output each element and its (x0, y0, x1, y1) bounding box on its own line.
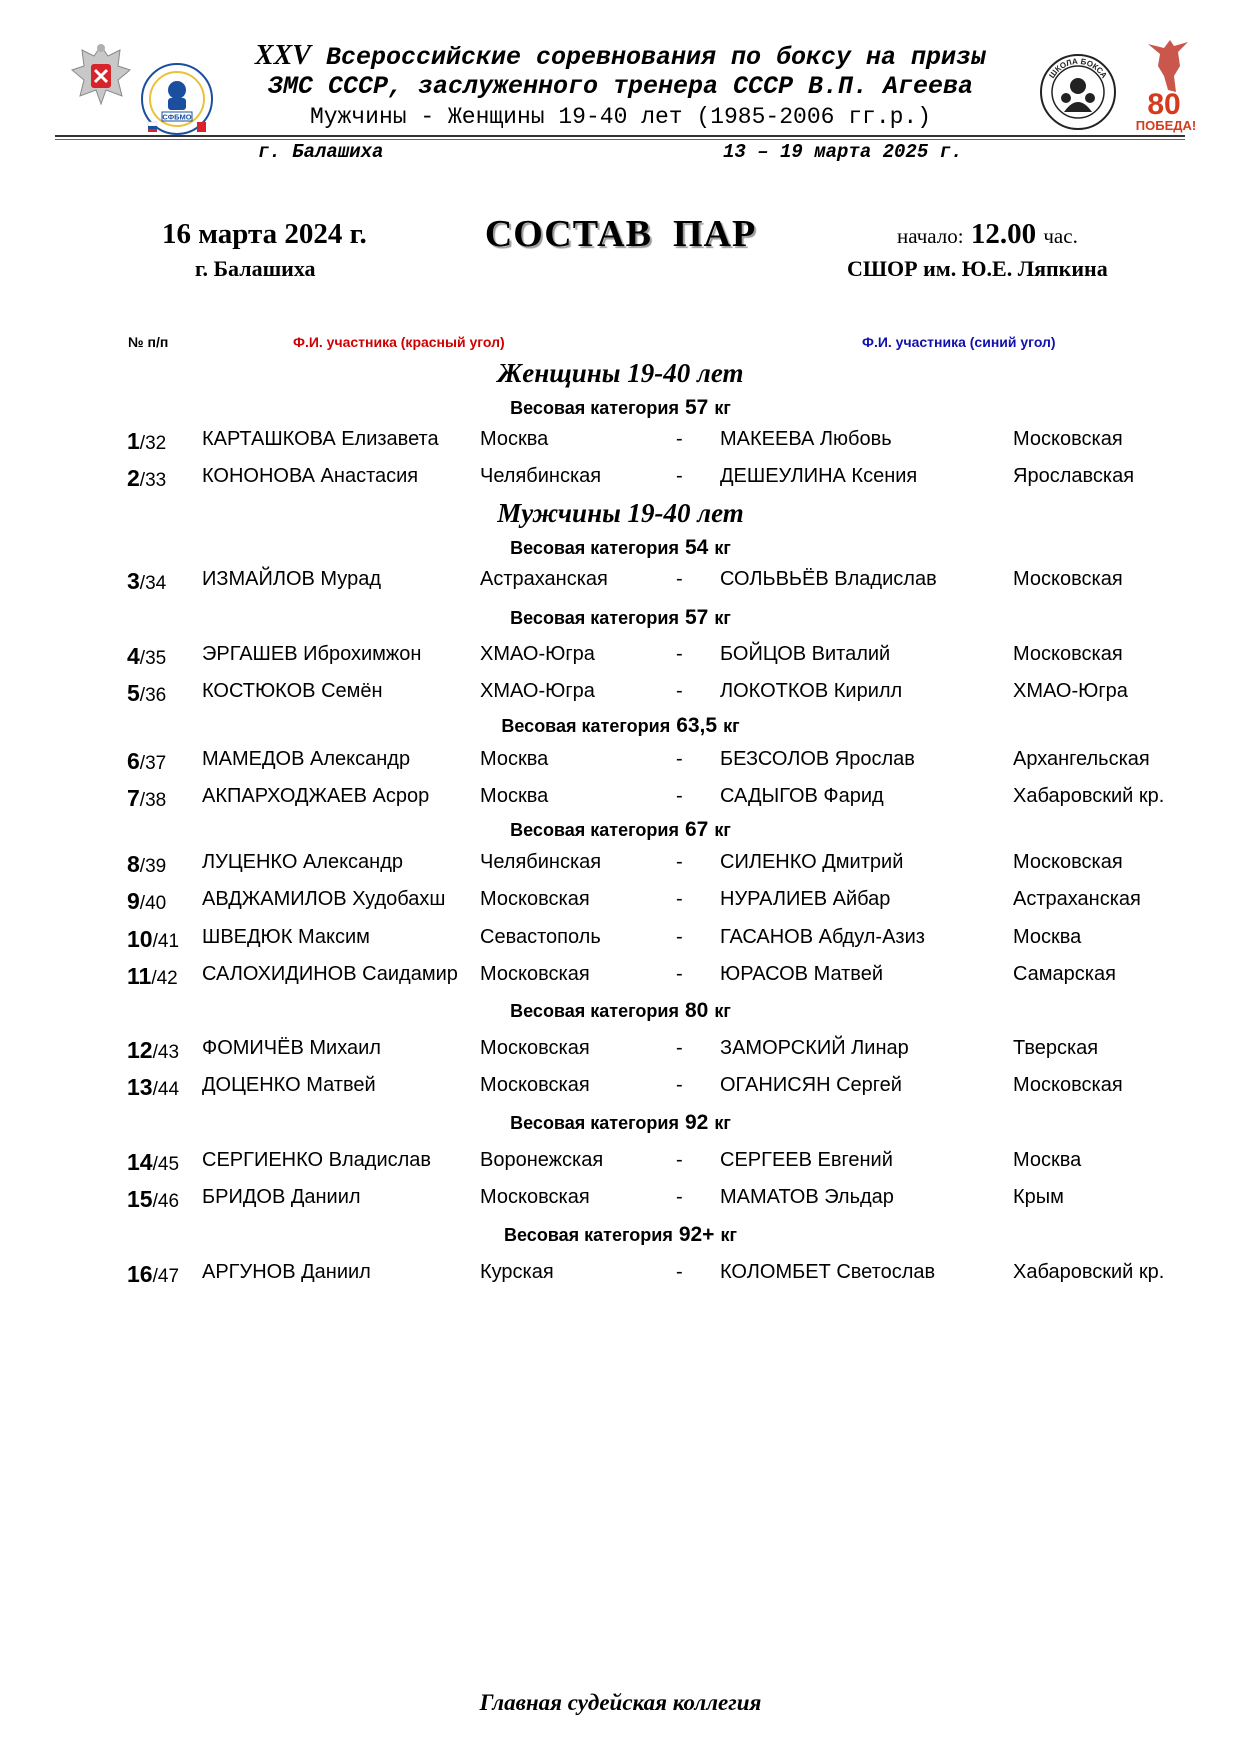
bout-dash: - (676, 1037, 683, 1059)
blue-corner-region: Москва (1013, 926, 1082, 948)
red-corner-name: БРИДОВ Даниил (202, 1186, 361, 1208)
bout-dash: - (676, 680, 683, 702)
header-rule-thin (55, 139, 1185, 140)
weight-category-unit: кг (720, 1225, 737, 1245)
bout-number-sub: /35 (139, 648, 167, 669)
weight-category-unit: кг (714, 820, 731, 840)
weight-category-heading (0, 1111, 1241, 1135)
weight-category-label: Весовая категория (510, 608, 679, 628)
bout-row (0, 888, 1241, 916)
blue-corner-region: Москва (1013, 1149, 1082, 1171)
bout-row (0, 1149, 1241, 1177)
bout-row (0, 1186, 1241, 1214)
red-corner-region: Севастополь (480, 926, 601, 948)
weight-category-value: 92 (684, 1111, 709, 1134)
blue-corner-name: САДЫГОВ Фарид (720, 785, 884, 807)
bout-number: 8/39 (127, 851, 167, 877)
blue-corner-name: НУРАЛИЕВ Айбар (720, 888, 891, 910)
bout-dash: - (676, 785, 683, 807)
red-corner-region: Московская (480, 1074, 590, 1096)
victory-number: 80 (1147, 88, 1181, 121)
blue-corner-region: ХМАО-Югра (1013, 680, 1128, 702)
section-title-men: Мужчины 19-40 лет (497, 498, 744, 528)
weight-category-heading (0, 818, 1241, 842)
weight-category-unit: кг (714, 1113, 731, 1133)
start-time-value: 12.00 (970, 218, 1037, 250)
bout-number: 11/42 (127, 963, 178, 989)
bout-row (0, 1074, 1241, 1102)
bout-number-sub: /45 (152, 1154, 180, 1175)
weight-category-label: Весовая категория (510, 1001, 679, 1021)
bout-dash: - (676, 1186, 683, 1208)
red-corner-region: Московская (480, 888, 590, 910)
red-corner-region: ХМАО-Югра (480, 643, 595, 665)
blue-corner-name: БОЙЦОВ Виталий (720, 643, 891, 665)
blue-corner-name: ОГАНИСЯН Сергей (720, 1074, 902, 1096)
red-corner-name: ШВЕДЮК Максим (202, 926, 370, 948)
bout-number: 2/33 (127, 465, 167, 491)
bout-row (0, 851, 1241, 879)
weight-category-unit: кг (714, 538, 731, 558)
red-corner-region: ХМАО-Югра (480, 680, 595, 702)
red-corner-name: СЕРГИЕНКО Владислав (202, 1149, 432, 1171)
bout-number: 13/44 (127, 1074, 180, 1100)
red-corner-region: Воронежская (480, 1149, 604, 1171)
boxing-school-text: ШКОЛА БОКСА (1047, 56, 1109, 80)
bout-number-sub: /37 (139, 753, 167, 774)
bout-row (0, 926, 1241, 954)
event-roman-numeral: XXV (254, 40, 311, 71)
bout-number: 1/32 (127, 428, 167, 454)
bout-row (0, 680, 1241, 708)
bout-dash: - (676, 1074, 683, 1096)
red-corner-name: ДОЦЕНКО Матвей (202, 1074, 376, 1096)
bout-number-sub: /46 (152, 1191, 180, 1212)
blue-corner-region: Крым (1013, 1186, 1064, 1208)
bout-number: 4/35 (127, 643, 167, 669)
bout-number: 3/34 (127, 568, 167, 594)
weight-category-heading (0, 536, 1241, 560)
bout-dash: - (676, 428, 683, 450)
weight-category-label: Весовая категория (501, 716, 671, 736)
weight-category-heading (0, 714, 1241, 738)
weight-category-value: 67 (684, 818, 709, 841)
event-title-line1 (0, 40, 1241, 72)
bout-row (0, 465, 1241, 493)
weight-category-unit: кг (714, 398, 731, 418)
red-corner-region: Московская (480, 1186, 590, 1208)
event-title-line1-text: Всероссийские соревнования по боксу на призы (310, 43, 987, 72)
bout-number: 9/40 (127, 888, 167, 914)
weight-category-heading (0, 606, 1241, 630)
bout-number: 10/41 (127, 926, 180, 952)
bout-row (0, 785, 1241, 813)
bout-number: 15/46 (127, 1186, 180, 1212)
bout-number: 7/38 (127, 785, 167, 811)
blue-corner-region: Хабаровский кр. (1013, 1261, 1165, 1283)
venue: СШОР им. Ю.Е. Ляпкина (847, 256, 1108, 281)
blue-corner-name: ЛОКОТКОВ Кирилл (720, 680, 903, 702)
bout-dash: - (676, 643, 683, 665)
bout-row (0, 568, 1241, 596)
red-corner-region: Астраханская (480, 568, 608, 590)
red-corner-name: ЛУЦЕНКО Александр (202, 851, 404, 873)
blue-corner-region: Московская (1013, 1074, 1123, 1096)
bout-dash: - (676, 1149, 683, 1171)
red-corner-region: Челябинская (480, 465, 602, 487)
bout-dash: - (676, 568, 683, 590)
bout-number-sub: /43 (152, 1042, 180, 1063)
red-corner-region: Челябинская (480, 851, 602, 873)
weight-category-value: 80 (684, 999, 709, 1022)
event-title-line2: ЗМС СССР, заслуженного тренера СССР В.П. Агеева (267, 72, 974, 101)
weight-category-value: 63,5 (676, 714, 718, 737)
red-corner-name: ИЗМАЙЛОВ Мурад (202, 568, 381, 590)
weight-category-label: Весовая категория (510, 1113, 679, 1133)
red-corner-region: Московская (480, 963, 590, 985)
bout-dash: - (676, 465, 683, 487)
weight-category-label: Весовая категория (510, 820, 679, 840)
bout-row (0, 1037, 1241, 1065)
bout-number-sub: /34 (139, 573, 167, 594)
bout-number: 14/45 (127, 1149, 180, 1175)
red-corner-name: САЛОХИДИНОВ Саидамир (202, 963, 458, 985)
start-unit: час. (1043, 224, 1078, 248)
red-corner-name: АРГУНОВ Даниил (202, 1261, 371, 1283)
blue-corner-region: Архангельская (1013, 748, 1150, 770)
red-corner-name: КОНОНОВА Анастасия (202, 465, 419, 487)
weight-category-unit: кг (723, 716, 740, 736)
bout-number-sub: /42 (151, 968, 178, 989)
bout-dash: - (676, 851, 683, 873)
weight-category-value: 57 (684, 396, 709, 419)
blue-corner-name: МАКЕЕВА Любовь (720, 428, 892, 450)
bout-dash: - (676, 963, 683, 985)
bout-row (0, 1261, 1241, 1289)
blue-corner-name: СОЛЬВЬЁВ Владислав (720, 568, 937, 590)
blue-corner-region: Астраханская (1013, 888, 1141, 910)
red-corner-region: Московская (480, 1037, 590, 1059)
weight-category-label: Весовая категория (504, 1225, 673, 1245)
weight-category-heading (0, 999, 1241, 1023)
blue-corner-region: Московская (1013, 568, 1123, 590)
weight-category-value: 57 (684, 606, 709, 629)
blue-corner-region: Московская (1013, 428, 1123, 450)
blue-corner-name: ЮРАСОВ Матвей (720, 963, 883, 985)
column-header-blue-corner: Ф.И. участника (синий угол) (862, 334, 1056, 350)
blue-corner-region: Хабаровский кр. (1013, 785, 1165, 807)
weight-category-value: 54 (684, 536, 709, 559)
bout-number-sub: /32 (139, 433, 167, 454)
bout-number: 5/36 (127, 680, 167, 706)
weight-category-unit: кг (714, 1001, 731, 1021)
blue-corner-region: Московская (1013, 643, 1123, 665)
bout-number: 16/47 (127, 1261, 180, 1287)
bout-date: 16 марта 2024 г. (162, 218, 367, 250)
weight-category-value: 92+ (678, 1223, 715, 1246)
weight-category-label: Весовая категория (510, 398, 679, 418)
bout-row (0, 748, 1241, 776)
red-corner-name: АКПАРХОДЖАЕВ Асрор (202, 785, 430, 807)
blue-corner-region: Московская (1013, 851, 1123, 873)
red-corner-region: Москва (480, 748, 549, 770)
footer-signature: Главная судейская коллегия (479, 1690, 762, 1715)
bout-number-sub: /44 (152, 1079, 180, 1100)
blue-corner-name: СЕРГЕЕВ Евгений (720, 1149, 893, 1171)
fbmo-logo-text: СФБМО (162, 112, 192, 122)
column-header-red-corner: Ф.И. участника (красный угол) (293, 334, 505, 350)
red-corner-name: ФОМИЧЁВ Михаил (202, 1037, 381, 1059)
bout-row (0, 963, 1241, 991)
red-corner-name: МАМЕДОВ Александр (202, 748, 411, 770)
bout-number: 6/37 (127, 748, 167, 774)
document-title: СОСТАВ ПАР (484, 213, 757, 255)
event-dates: 13 – 19 марта 2025 г. (723, 141, 963, 163)
bout-number-sub: /39 (139, 856, 167, 877)
bout-row (0, 428, 1241, 456)
bout-row (0, 643, 1241, 671)
weight-category-label: Весовая категория (510, 538, 679, 558)
event-city: г. Балашиха (258, 141, 384, 163)
start-label: начало: (897, 224, 964, 248)
blue-corner-region: Ярославская (1013, 465, 1135, 487)
column-header-number: № п/п (128, 334, 169, 350)
bout-number-sub: /41 (152, 931, 180, 952)
bout-dash: - (676, 926, 683, 948)
weight-category-heading (0, 1223, 1241, 1247)
bout-number-sub: /36 (139, 685, 167, 706)
bout-number: 12/43 (127, 1037, 180, 1063)
blue-corner-name: БЕЗСОЛОВ Ярослав (720, 748, 915, 770)
bout-number-sub: /33 (139, 470, 167, 491)
red-corner-name: КОСТЮКОВ Семён (202, 680, 383, 702)
bout-dash: - (676, 748, 683, 770)
section-title-women: Женщины 19-40 лет (497, 358, 744, 388)
bout-dash: - (676, 888, 683, 910)
red-corner-region: Курская (480, 1261, 554, 1283)
blue-corner-name: ГАСАНОВ Абдул-Азиз (720, 926, 925, 948)
blue-corner-name: КОЛОМБЕТ Светослав (720, 1261, 936, 1283)
blue-corner-region: Тверская (1013, 1037, 1099, 1059)
blue-corner-name: ЗАМОРСКИЙ Линар (720, 1037, 909, 1059)
victory-word: ПОБЕДА! (1135, 118, 1197, 133)
blue-corner-name: ДЕШЕУЛИНА Ксения (720, 465, 918, 487)
blue-corner-region: Самарская (1013, 963, 1116, 985)
bout-number-sub: /40 (139, 893, 167, 914)
bout-dash: - (676, 1261, 683, 1283)
start-time (897, 218, 1078, 251)
red-corner-region: Москва (480, 428, 549, 450)
red-corner-name: ЭРГАШЕВ Иброхимжон (202, 643, 422, 665)
bout-city: г. Балашиха (195, 256, 316, 281)
weight-category-unit: кг (714, 608, 731, 628)
header-rule (55, 135, 1185, 137)
blue-corner-name: СИЛЕНКО Дмитрий (720, 851, 904, 873)
bout-number-sub: /47 (152, 1266, 180, 1287)
red-corner-name: КАРТАШКОВА Елизавета (202, 428, 439, 450)
red-corner-region: Москва (480, 785, 549, 807)
event-title-line3: Мужчины - Женщины 19-40 лет (1985-2006 гг.р.) (309, 104, 932, 130)
weight-category-heading (0, 396, 1241, 420)
blue-corner-name: МАМАТОВ Эльдар (720, 1186, 894, 1208)
bout-number-sub: /38 (139, 790, 167, 811)
red-corner-name: АВДЖАМИЛОВ Худобахш (202, 888, 446, 910)
